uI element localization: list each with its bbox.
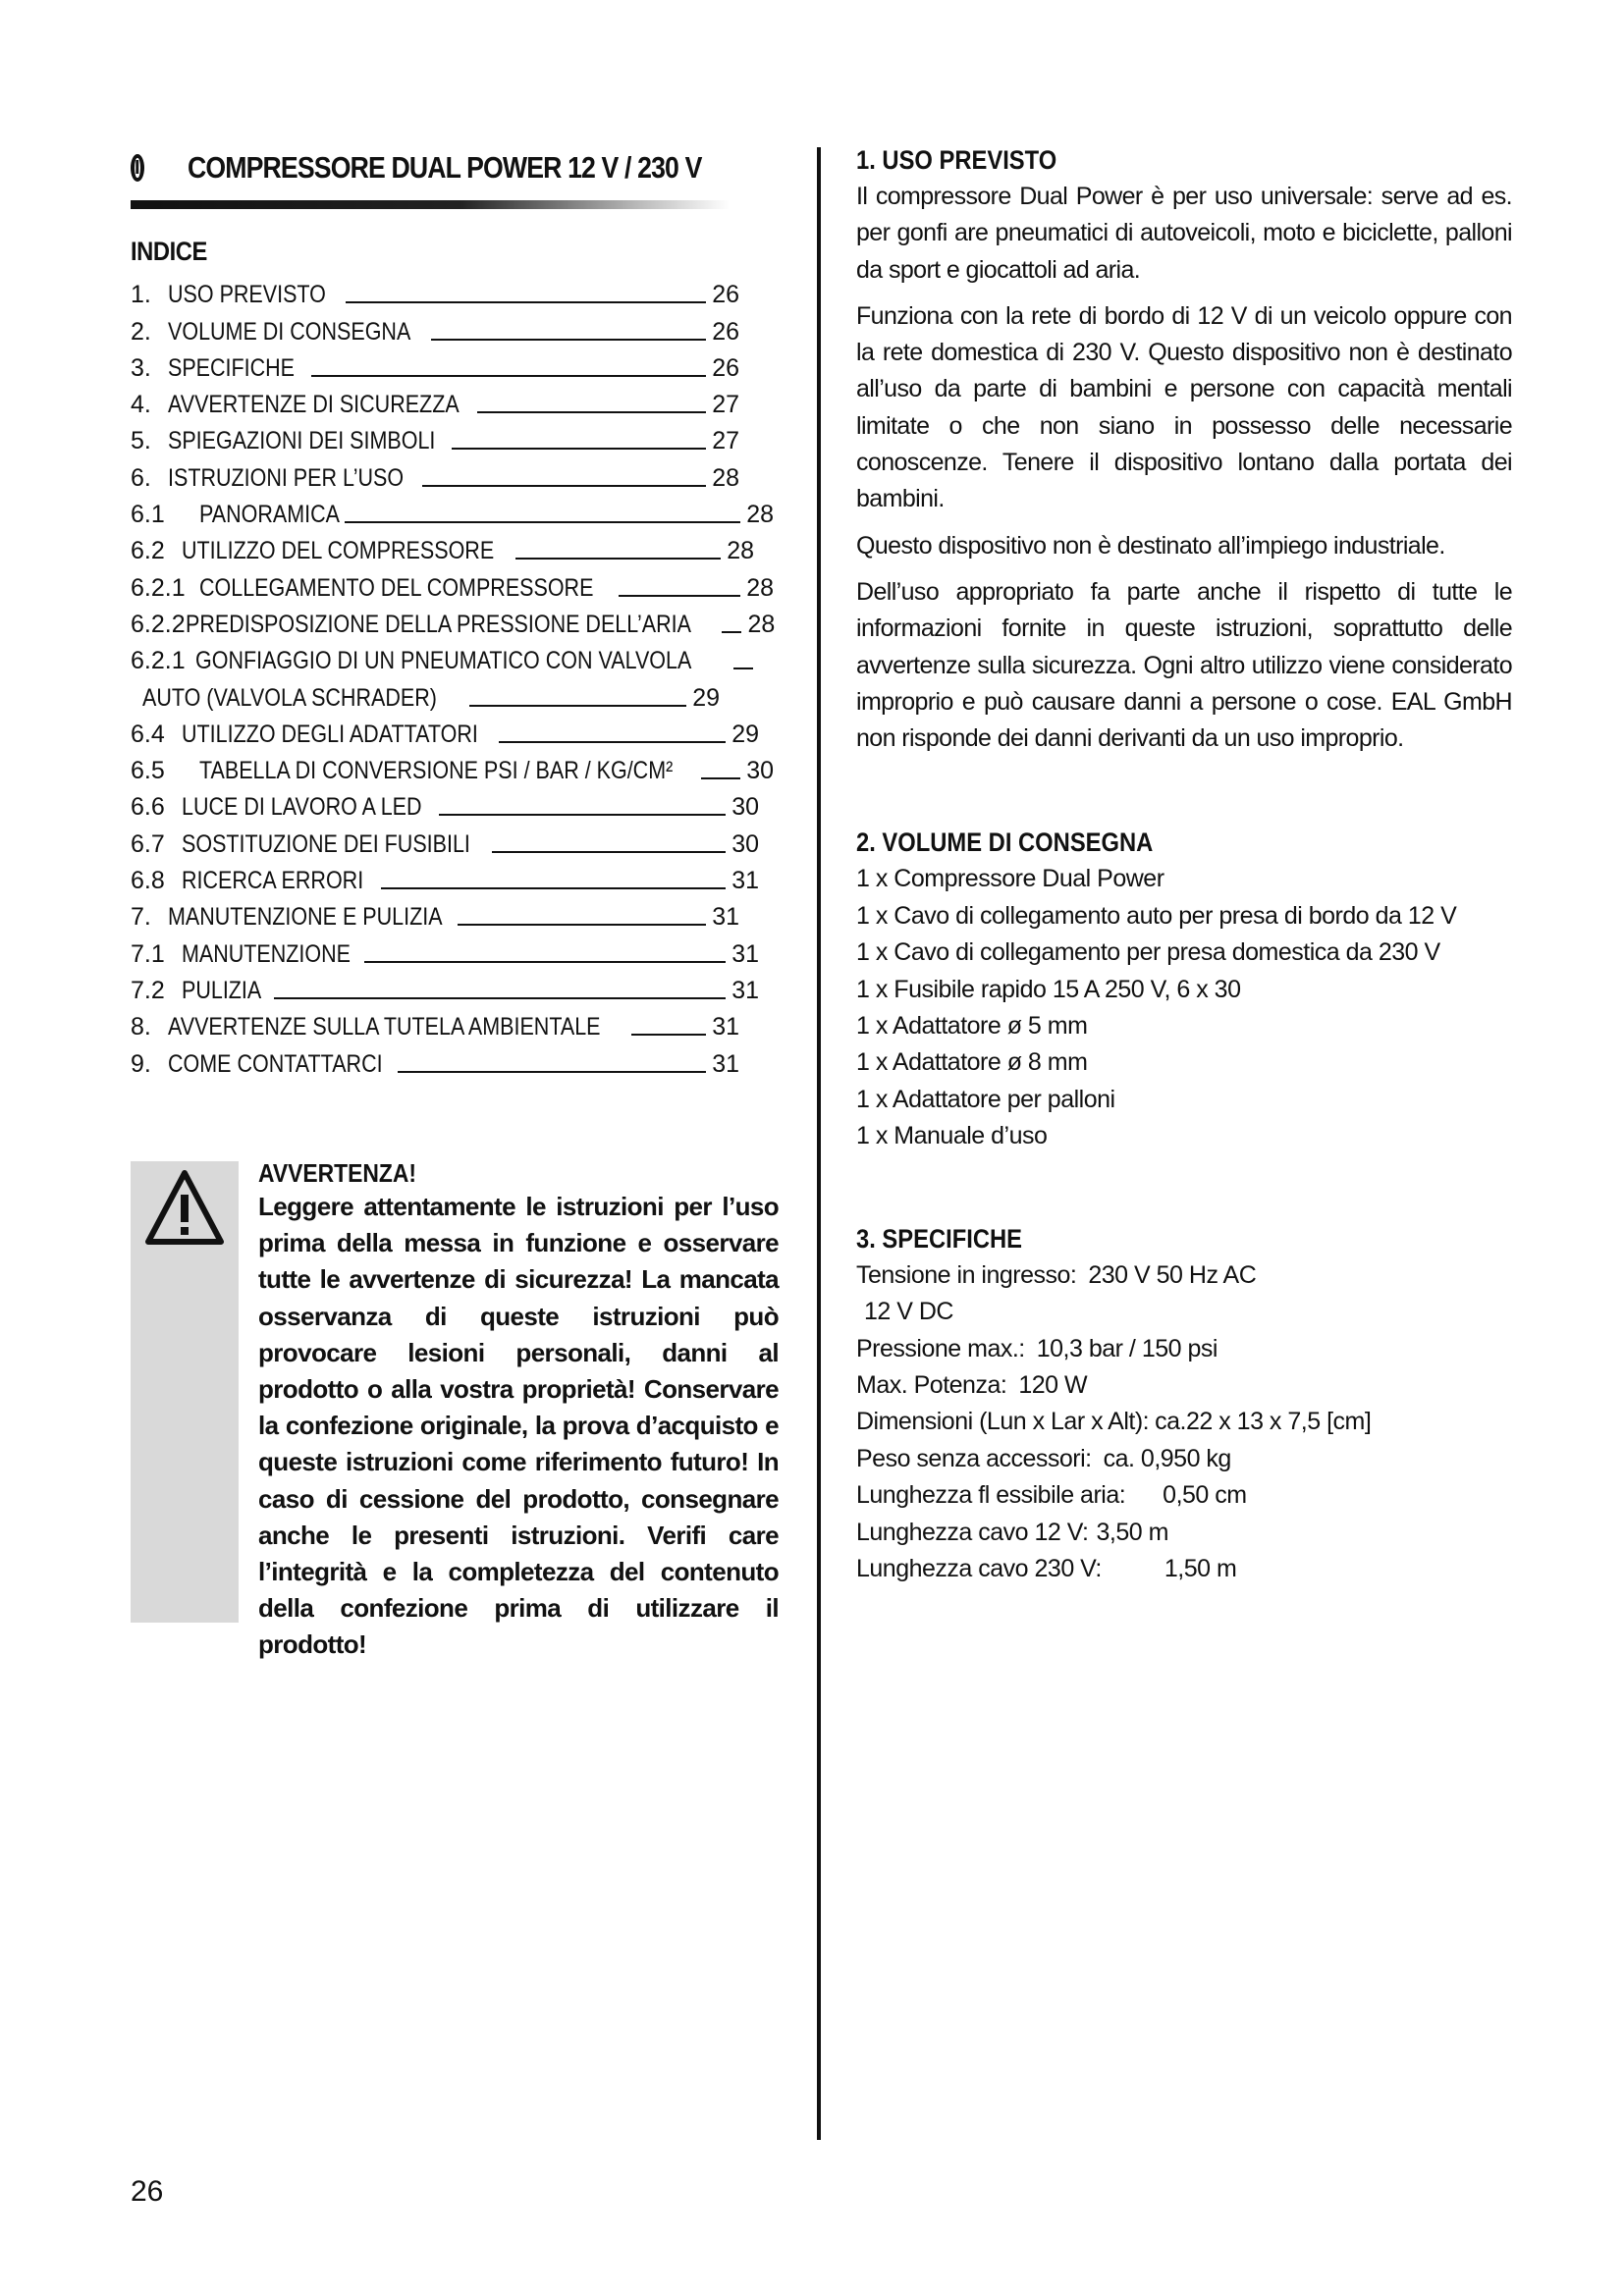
warning-sidebar xyxy=(131,1161,239,1623)
toc-page: 31 xyxy=(712,1049,739,1078)
section-specifiche xyxy=(856,1224,1512,1588)
toc-leader-line xyxy=(477,411,706,413)
toc-row xyxy=(131,603,774,639)
spec-row xyxy=(856,1441,1512,1477)
spec-value: ca.22 x 13 x 7,5 [cm] xyxy=(1155,1408,1372,1436)
toc-page: 27 xyxy=(712,427,739,455)
toc-number: 7.2 xyxy=(131,976,165,1004)
toc-page: 28 xyxy=(746,573,774,602)
toc-page: 28 xyxy=(712,463,739,492)
list-item: 1 x Manuale d’uso xyxy=(856,1122,1048,1150)
toc-number: 2. xyxy=(131,317,151,346)
spec-row xyxy=(856,1515,1512,1551)
spec-row xyxy=(856,1404,1512,1440)
spec-row xyxy=(856,1477,1512,1514)
toc-row xyxy=(131,565,774,602)
toc-leader-line xyxy=(515,558,721,560)
toc-row xyxy=(131,859,759,895)
list-item: 1 x Adattatore ø 8 mm xyxy=(856,1048,1088,1077)
spec-label: Peso senza accessori: xyxy=(856,1444,1092,1472)
list-item: 1 x Adattatore per palloni xyxy=(856,1085,1115,1113)
toc-number: 7. xyxy=(131,903,151,932)
toc-label: SOSTITUZIONE DEI FUSIBILI xyxy=(182,829,470,858)
spec-value: 120 W xyxy=(1018,1370,1088,1399)
toc-leader-line xyxy=(492,851,726,853)
toc-row xyxy=(131,932,759,968)
list-item: 1 x Compressore Dual Power xyxy=(856,865,1164,893)
spec-row xyxy=(856,1257,1512,1294)
toc-number: 9. xyxy=(131,1049,151,1078)
toc-row xyxy=(131,639,759,675)
language-badge-icon xyxy=(131,154,144,182)
toc-row xyxy=(131,969,759,1005)
spec-label: Max. Potenza: xyxy=(856,1370,1007,1399)
toc-number: 7.1 xyxy=(131,939,165,968)
document-title: COMPRESSORE DUAL POWER 12 V / 230 V xyxy=(187,150,702,185)
spec-row xyxy=(856,1551,1512,1587)
toc-page: 29 xyxy=(692,683,720,712)
toc-label: ISTRUZIONI PER L’USO xyxy=(168,463,405,492)
list-item: 1 x Cavo di collegamento per presa domestica da 230 V xyxy=(856,938,1440,967)
toc-leader-line xyxy=(398,1071,706,1073)
toc-page: 31 xyxy=(731,976,759,1004)
section-heading: 2. VOLUME DI CONSEGNA xyxy=(856,828,1154,858)
toc-label: AVVERTENZE SULLA TUTELA AMBIENTALE xyxy=(168,1013,601,1041)
toc-row xyxy=(131,493,774,529)
toc-row xyxy=(131,895,739,932)
toc-page: 30 xyxy=(731,829,759,858)
toc-row xyxy=(131,822,759,858)
toc-label: COLLEGAMENTO DEL COMPRESSORE xyxy=(199,573,594,602)
toc-label: RICERCA ERRORI xyxy=(182,867,364,895)
toc-number: 5. xyxy=(131,427,151,455)
spec-value: 1,50 m xyxy=(1164,1554,1237,1582)
spec-value: 230 V 50 Hz AC xyxy=(1088,1260,1257,1289)
toc-leader-line xyxy=(499,741,726,743)
toc-number: 6.1 xyxy=(131,501,165,529)
right-column xyxy=(856,145,1512,1587)
toc-leader-line xyxy=(439,814,726,816)
toc-label: PULIZIA xyxy=(182,976,262,1004)
toc-label: TABELLA DI CONVERSIONE PSI / BAR / KG/CM² xyxy=(199,757,674,785)
spec-label: Pressione max.: xyxy=(856,1334,1025,1362)
language-code: I xyxy=(135,157,140,179)
index-heading: INDICE xyxy=(131,237,207,266)
warning-body: Leggere attentamente le istruzioni per l’uso prima della messa in funzione e osservare tutte le avvertenze di sicurezza! La mancata osservanza di queste istruzioni può provocare lesioni personali, danni al prodotto o alla vostra proprietà! Conservare la confezione originale, la prova d’acquisto e queste istruzioni come riferimento futuro! In caso di cessione del prodotto, consegnare anche le presenti istruzioni. Verifi care l’integrità e la completezza del contenuto della confezione prima di utilizzare il prodotto! xyxy=(258,1192,779,1660)
list-item: 1 x Cavo di collegamento auto per presa di bordo da 12 V xyxy=(856,901,1457,930)
toc-label: PREDISPOSIZIONE DELLA PRESSIONE DELL’ARIA xyxy=(185,610,691,638)
toc-leader-line xyxy=(431,339,707,341)
section-volume-consegna xyxy=(856,828,1512,1154)
toc-label: VOLUME DI CONSEGNA xyxy=(168,317,411,346)
toc-leader-line xyxy=(631,1034,706,1036)
spec-row xyxy=(856,1367,1512,1404)
title-underline xyxy=(131,200,730,209)
spec-row xyxy=(856,1294,1512,1330)
toc-page: 29 xyxy=(731,720,759,748)
toc-row xyxy=(131,749,774,785)
list-item: 1 x Adattatore ø 5 mm xyxy=(856,1012,1088,1041)
toc-page: 26 xyxy=(712,317,739,346)
toc-label: LUCE DI LAVORO A LED xyxy=(182,793,422,822)
toc-leader-line xyxy=(701,777,740,779)
spec-value: 0,50 cm xyxy=(1163,1481,1247,1510)
toc-row xyxy=(131,529,754,565)
toc-row xyxy=(131,347,739,383)
toc-number: 6.2.2 xyxy=(131,610,186,638)
spec-label: Lunghezza cavo 230 V: xyxy=(856,1554,1102,1582)
toc-leader-line xyxy=(458,924,706,926)
page-number: 26 xyxy=(131,2175,164,2208)
toc-page: 28 xyxy=(747,610,776,638)
toc-page: 30 xyxy=(746,757,774,785)
spec-value: 3,50 m xyxy=(1096,1518,1168,1546)
spec-label: Dimensioni (Lun x Lar x Alt): xyxy=(856,1408,1150,1436)
spec-value: ca. 0,950 kg xyxy=(1103,1444,1231,1472)
toc-row xyxy=(131,273,739,309)
toc-number: 6.2.1 xyxy=(131,573,186,602)
document-header xyxy=(131,145,779,190)
toc-label: USO PREVISTO xyxy=(168,281,326,309)
toc-leader-line xyxy=(619,595,740,597)
toc-number: 1. xyxy=(131,281,151,309)
toc-page: 28 xyxy=(746,501,774,529)
paragraph: Questo dispositivo non è destinato all’impiego industriale. xyxy=(856,531,1445,560)
spec-value: 10,3 bar / 150 psi xyxy=(1036,1334,1218,1362)
toc-label: UTILIZZO DEGLI ADATTATORI xyxy=(182,720,478,748)
toc-page: 26 xyxy=(712,353,739,382)
warning-title: AVVERTENZA! xyxy=(258,1158,417,1188)
toc-page: 26 xyxy=(712,281,739,309)
toc-row xyxy=(131,309,739,346)
table-of-contents xyxy=(131,273,779,1079)
toc-number: 6.5 xyxy=(131,757,165,785)
toc-leader-line xyxy=(346,301,706,303)
toc-number: 6.8 xyxy=(131,867,165,895)
section-heading: 1. USO PREVISTO xyxy=(856,145,1057,175)
toc-label: SPECIFICHE xyxy=(168,353,296,382)
toc-row xyxy=(131,675,720,712)
spec-row xyxy=(856,1331,1512,1367)
toc-label: GONFIAGGIO DI UN PNEUMATICO CON VALVOLA xyxy=(195,647,692,675)
toc-page: 30 xyxy=(731,793,759,822)
left-column xyxy=(131,145,779,1079)
toc-label: COME CONTATTARCI xyxy=(168,1049,383,1078)
list-item: 1 x Fusibile rapido 15 A 250 V, 6 x 30 xyxy=(856,975,1241,1003)
toc-label: PANORAMICA xyxy=(199,501,340,529)
toc-number: 6.2 xyxy=(131,537,165,565)
toc-leader-line xyxy=(381,887,726,889)
warning-notice xyxy=(258,1158,779,1664)
toc-number: 4. xyxy=(131,391,151,419)
section-heading: 3. SPECIFICHE xyxy=(856,1223,1023,1254)
toc-label: MANUTENZIONE E PULIZIA xyxy=(168,903,443,932)
toc-leader-line xyxy=(452,448,706,450)
toc-leader-line xyxy=(274,997,726,999)
toc-row xyxy=(131,713,759,749)
spec-label: Tensione in ingresso: xyxy=(856,1260,1077,1289)
toc-label: MANUTENZIONE xyxy=(182,939,351,968)
spec-value: 12 V DC xyxy=(864,1298,953,1326)
toc-number: 6. xyxy=(131,463,151,492)
toc-leader-line xyxy=(422,485,706,487)
toc-label: AVVERTENZE DI SICUREZZA xyxy=(168,391,460,419)
toc-leader-line xyxy=(364,961,726,963)
column-divider xyxy=(817,147,821,2140)
toc-page: 31 xyxy=(712,903,739,932)
toc-number: 6.2.1 xyxy=(131,647,186,675)
toc-row xyxy=(131,455,739,492)
spec-label: Lunghezza cavo 12 V: xyxy=(856,1518,1089,1546)
toc-leader-line xyxy=(469,705,686,707)
toc-row xyxy=(131,785,759,822)
toc-number: 6.7 xyxy=(131,829,165,858)
warning-triangle-icon xyxy=(144,1169,225,1248)
toc-leader-line xyxy=(345,521,740,523)
paragraph: Dell’uso appropriato fa parte anche il rispetto di tutte le informazioni fornite in queste istruzioni, soprattutto delle avvertenze sulla sicurezza. Ogni altro utilizzo viene considerato improprio e può causare danni a persone o cose. EAL GmbH non risponde dei danni derivanti da un uso improprio. xyxy=(856,577,1512,753)
toc-row xyxy=(131,1005,739,1041)
paragraph: Il compressore Dual Power è per uso universale: serve ad es. per gonfi are pneumatici di autoveicoli, moto e biciclette, palloni da sport e giocattoli ad aria. xyxy=(856,183,1512,284)
toc-number: 6.4 xyxy=(131,720,165,748)
spec-label: Lunghezza fl essibile aria: xyxy=(856,1481,1126,1510)
section-uso-previsto xyxy=(856,145,1512,757)
toc-label: AUTO (VALVOLA SCHRADER) xyxy=(142,683,437,712)
toc-page: 28 xyxy=(727,537,754,565)
toc-page: 31 xyxy=(731,939,759,968)
toc-row xyxy=(131,383,739,419)
toc-label: SPIEGAZIONI DEI SIMBOLI xyxy=(168,427,436,455)
toc-leader-line xyxy=(733,667,753,669)
toc-page: 31 xyxy=(731,867,759,895)
toc-row xyxy=(131,1041,739,1078)
toc-leader-line xyxy=(722,631,741,633)
toc-page: 31 xyxy=(712,1013,739,1041)
toc-row xyxy=(131,419,739,455)
toc-number: 8. xyxy=(131,1013,151,1041)
toc-number: 3. xyxy=(131,353,151,382)
paragraph: Funziona con la rete di bordo di 12 V di un veicolo oppure con la rete domestica di 230 V. Questo dispositivo non è destinato all’uso da parte di bambini e persone con capacità mentali limitate o che non siano in possesso delle necessarie conoscenze. Tenere il dispositivo lontano dalla portata dei bambini. xyxy=(856,301,1512,513)
toc-leader-line xyxy=(311,375,706,377)
toc-label: UTILIZZO DEL COMPRESSORE xyxy=(182,537,495,565)
toc-number: 6.6 xyxy=(131,793,165,822)
toc-page: 27 xyxy=(712,391,739,419)
